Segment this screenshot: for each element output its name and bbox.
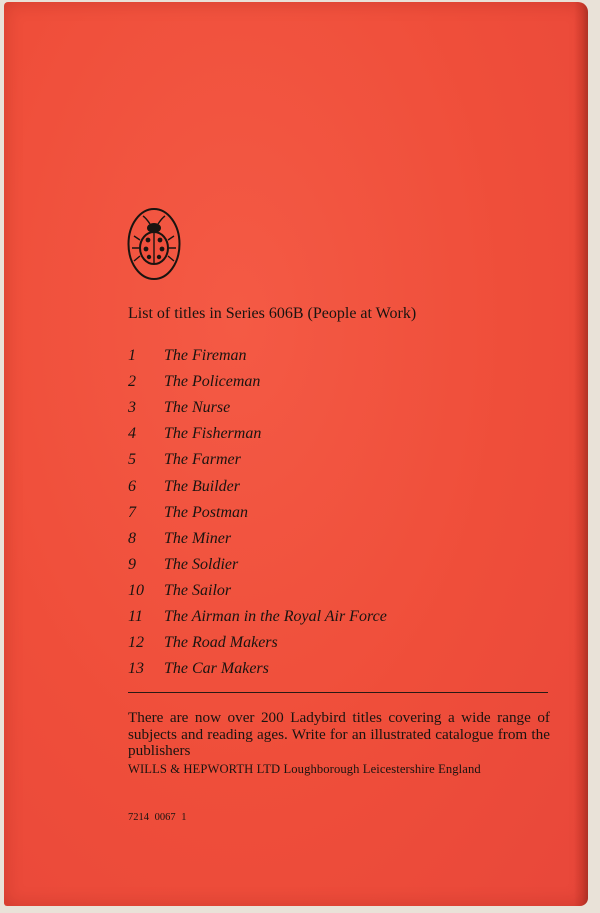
title-name: The Miner <box>164 529 232 547</box>
divider <box>128 692 548 693</box>
title-list-item <box>128 395 548 421</box>
title-list-item <box>128 630 548 656</box>
title-list-item <box>128 473 548 499</box>
back-cover <box>4 2 588 906</box>
title-number: 8 <box>128 529 136 547</box>
title-number: 3 <box>128 399 136 417</box>
title-number: 12 <box>128 634 144 652</box>
title-list-item <box>128 500 548 526</box>
title-name: The Nurse <box>164 399 231 417</box>
series-heading: List of titles in Series 606B (People at Work) <box>128 305 417 322</box>
title-name: The Car Makers <box>164 660 269 678</box>
title-list-item <box>128 656 548 682</box>
title-list-item <box>128 343 548 369</box>
title-name: The Policeman <box>164 373 261 391</box>
title-list-item <box>128 552 548 578</box>
title-name: The Fireman <box>164 347 247 365</box>
title-name: The Farmer <box>164 451 241 469</box>
publisher-imprint: WILLS & HEPWORTH LTD Loughborough Leicestershire England <box>128 762 481 776</box>
title-number: 13 <box>128 660 144 678</box>
title-name: The Builder <box>164 477 240 495</box>
title-name: The Postman <box>164 503 248 521</box>
title-number: 10 <box>128 581 144 599</box>
title-number: 7 <box>128 503 136 521</box>
title-list-item <box>128 369 548 395</box>
title-number: 4 <box>128 425 136 443</box>
title-number: 6 <box>128 477 136 495</box>
title-number: 11 <box>128 607 143 625</box>
title-name: The Fisherman <box>164 425 262 443</box>
ladybird-icon <box>126 206 182 282</box>
title-list-item <box>128 578 548 604</box>
title-number: 5 <box>128 451 136 469</box>
title-list-item <box>128 526 548 552</box>
title-list-item <box>128 604 548 630</box>
title-name: The Sailor <box>164 581 232 599</box>
title-list-item <box>128 447 548 473</box>
catalogue-blurb: There are now over 200 Ladybird titles covering a wide range of subjects and reading ages. Write for an illustrated catalogue from the publishers <box>128 709 550 759</box>
title-list-item <box>128 421 548 447</box>
title-list <box>128 343 548 682</box>
isbn-number: 7214 0067 1 <box>128 812 187 823</box>
title-name: The Airman in the Royal Air Force <box>164 607 387 625</box>
title-number: 1 <box>128 347 136 365</box>
title-number: 2 <box>128 373 136 391</box>
title-number: 9 <box>128 555 136 573</box>
title-name: The Soldier <box>164 555 239 573</box>
cover-edge <box>574 2 588 906</box>
title-name: The Road Makers <box>164 634 278 652</box>
